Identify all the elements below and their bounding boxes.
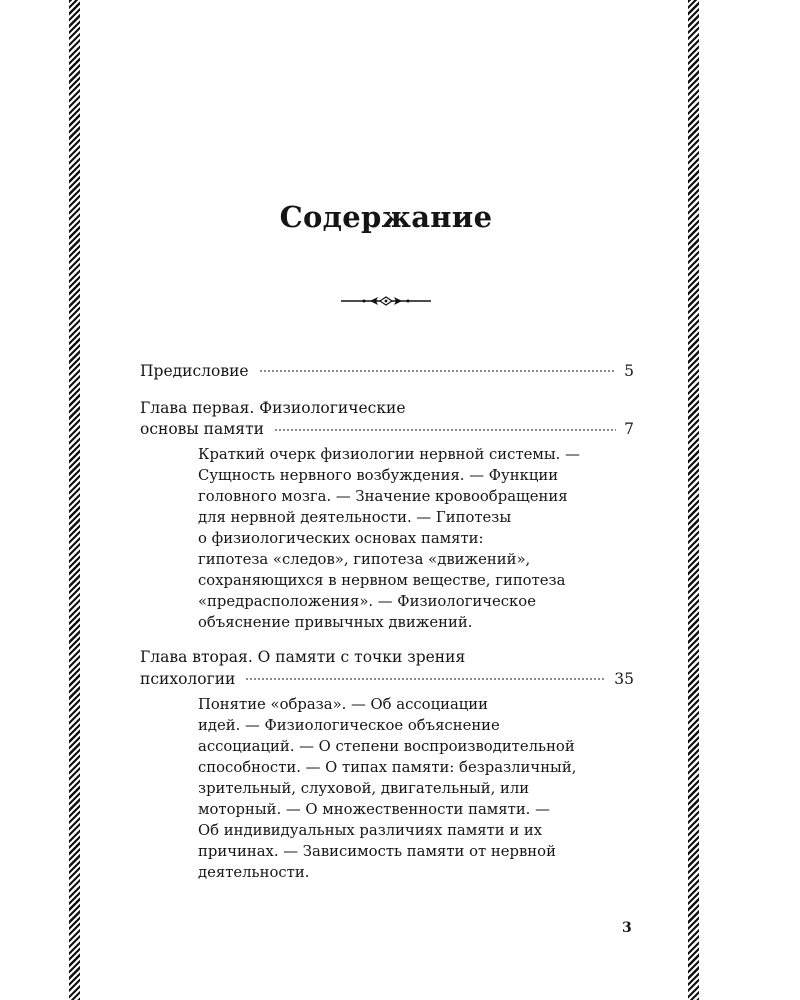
chapter-summary (198, 694, 634, 883)
toc-entry-title-line: Глава первая. Физиологические (140, 398, 406, 417)
summary-line: объяснение привычных движений. (198, 614, 473, 631)
summary-line: головного мозга. — Значение кровообращения (198, 488, 568, 505)
summary-line: причинах. — Зависимость памяти от нервной (198, 842, 556, 860)
toc-entry-title: Предисловие (140, 361, 249, 380)
summary-line: Сущность нервного возбуждения. — Функции (198, 467, 559, 484)
summary-line: о физиологических основах памяти: (198, 530, 484, 547)
page-number: 3 (622, 920, 632, 936)
dot-leader (245, 669, 606, 685)
dot-leader (274, 420, 616, 436)
summary-line: Краткий очерк физиологии нервной системы. — (198, 446, 580, 463)
summary-line: деятельности. (198, 863, 310, 881)
dot-leader (259, 361, 617, 377)
summary-line: способности. — О типах памяти: безразличный, (198, 758, 577, 776)
summary-line: идей. — Физиологическое объяснение (198, 716, 500, 734)
toc-entry-title: психологии (140, 669, 236, 688)
summary-line: сохраняющихся в нервном веществе, гипотеза (198, 572, 566, 589)
ornament-divider-icon (340, 293, 432, 309)
toc-entry-title-line: Глава вторая. О памяти с точки зрения (140, 648, 466, 666)
toc-entry-title: основы памяти (140, 420, 264, 438)
toc-entry-chapter-2[interactable] (140, 647, 634, 883)
summary-line: зрительный, слуховой, двигательный, или (198, 779, 530, 797)
decorative-border-left (69, 0, 80, 1000)
table-of-contents (140, 360, 634, 883)
toc-page-number: 7 (624, 420, 634, 438)
page-title: Содержание (279, 200, 493, 234)
toc-entry-chapter-1[interactable] (140, 398, 634, 634)
toc-page-number: 5 (624, 361, 634, 380)
decorative-border-right (688, 0, 699, 1000)
summary-line: Об индивидуальных различиях памяти и их (198, 821, 543, 839)
summary-line: моторный. — О множественности памяти. — (198, 800, 550, 818)
chapter-summary (198, 444, 634, 633)
summary-line: «предрасположения». — Физиологическое (198, 593, 536, 610)
summary-line: Понятие «образа». — Об ассоциации (198, 695, 489, 713)
toc-entry-preface[interactable] (140, 360, 634, 382)
toc-page-number: 35 (614, 669, 634, 688)
summary-line: гипотеза «следов», гипотеза «движений», (198, 551, 531, 568)
summary-line: ассоциаций. — О степени воспроизводительной (198, 737, 575, 755)
summary-line: для нервной деятельности. — Гипотезы (198, 509, 512, 526)
